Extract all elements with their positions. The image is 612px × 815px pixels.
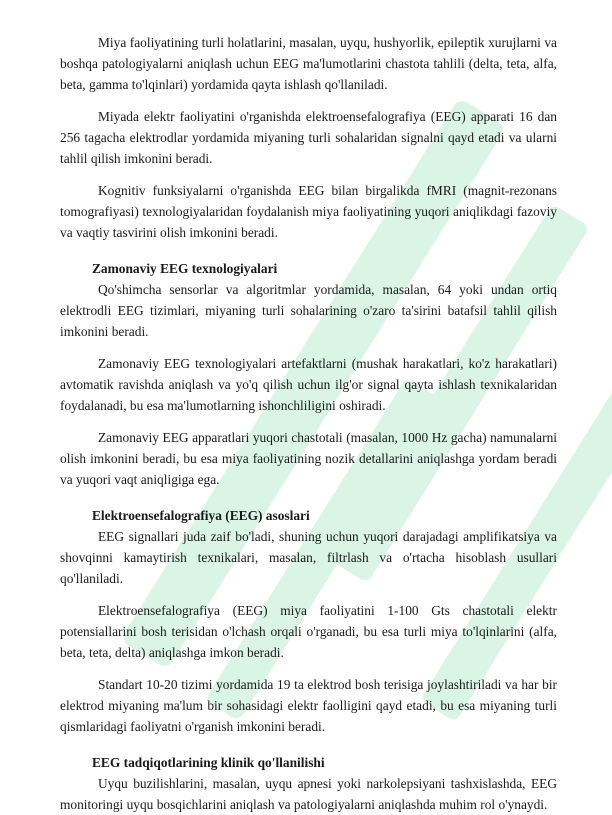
paragraph: Qo'shimcha sensorlar va algoritmlar yordamida, masalan, 64 yoki undan ortiq elektrodli EEG tizimlari, miyaning turli sohalarining o'zaro ta'sirini batafsil tahlil qilish imkonini beradi. xyxy=(60,282,557,339)
section-heading: Elektroensefalografiya (EEG) asoslari xyxy=(92,508,310,523)
paragraph: Zamonaviy EEG texnologiyalari artefaktlarni (mushak harakatlari, ko'z harakatlari) avtomatik ravishda aniqlash va yo'q qilish uchun ilg'or signal qayta ishlash texnikalaridan foydalanadi, bu esa ma'lumotlarning ishonchliligini oshiradi. xyxy=(60,356,557,413)
document-body xyxy=(60,32,557,815)
section-heading: Zamonaviy EEG texnologiyalari xyxy=(92,261,278,276)
paragraph: Miyada elektr faoliyatini o'rganishda elektroensefalografiya (EEG) apparati 16 dan 256 tagacha elektrodlar yordamida miyaning turli sohalaridan signalni qayd etadi va ularni tahlil qilish imkonini beradi. xyxy=(60,109,557,166)
section-heading: EEG tadqiqotlarining klinik qo'llanilishi xyxy=(92,755,325,770)
paragraph: Elektroensefalografiya (EEG) miya faoliyatini 1-100 Gts chastotali elektr potensiallarini bosh terisidan o'lchash orqali o'rganadi, bu esa turli miya to'lqinlarini (alfa, beta, teta, delta) aniqlashga imkon beradi. xyxy=(60,603,557,660)
paragraph: Zamonaviy EEG apparatlari yuqori chastotali (masalan, 1000 Hz gacha) namunalarni olish imkonini beradi, bu esa miya faoliyatining nozik detallarini aniqlashga yordam beradi va yuqori vaqt aniqligiga ega. xyxy=(60,430,557,487)
paragraph: Miya faoliyatining turli holatlarini, masalan, uyqu, hushyorlik, epileptik xurujlarni va boshqa patologiyalarni aniqlash uchun EEG ma'lumotlarini chastota tahlili (delta, teta, alfa, beta, gamma to'lqinlari) yordamida qayta ishlash qo'llaniladi. xyxy=(60,35,557,92)
paragraph: Standart 10-20 tizimi yordamida 19 ta elektrod bosh terisiga joylashtiriladi va har bir elektrod miyaning ma'lum bir sohasidagi elektr faolligini qayd etadi, bu esa miyaning turli qismlaridagi faoliyatni o'rganish imkonini beradi. xyxy=(60,677,557,734)
paragraph: Uyqu buzilishlarini, masalan, uyqu apnesi yoki narkolepsiyani tashxislashda, EEG monitoringi uyqu bosqichlarini aniqlash va patologiyalarni aniqlashda muhim rol o'ynaydi. xyxy=(60,776,557,812)
paragraph: Kognitiv funksiyalarni o'rganishda EEG bilan birgalikda fMRI (magnit-rezonans tomografiyasi) texnologiyalaridan foydalanish miya faoliyatining yuqori aniqlikdagi fazoviy va vaqtiy tasvirini olish imkonini beradi. xyxy=(60,183,557,240)
paragraph: EEG signallari juda zaif bo'ladi, shuning uchun yuqori darajadagi amplifikatsiya va shovqinni kamaytirish texnikalari, masalan, filtrlash va o'rtacha hisoblash usullari qo'llaniladi. xyxy=(60,529,557,586)
